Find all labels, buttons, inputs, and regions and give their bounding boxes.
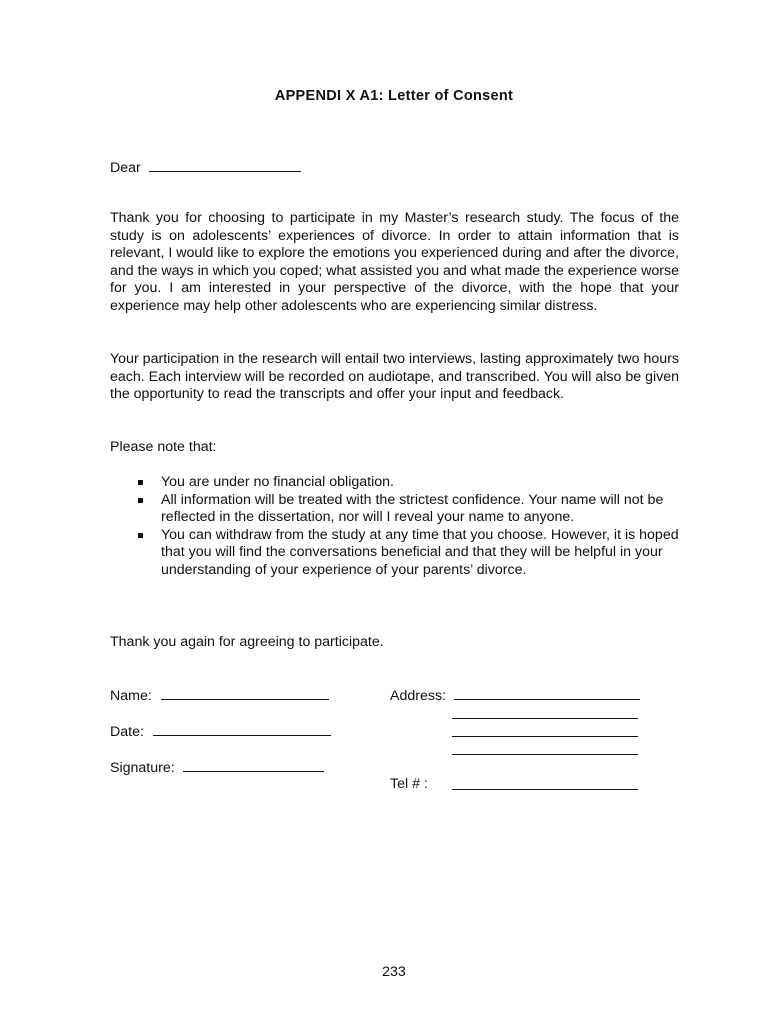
conditions-list (110, 474, 679, 580)
address-input-line-3[interactable] (452, 736, 638, 737)
bullet-square-icon (138, 498, 143, 503)
address-input-line-4[interactable] (452, 754, 638, 755)
date-input-line[interactable] (153, 722, 331, 736)
date-field (110, 722, 331, 740)
salutation (110, 158, 301, 176)
address-input-line-1[interactable] (454, 686, 640, 700)
paragraph-participation: Your participation in the research will entail two interviews, lasting approximately two hours each. Each interview will be recorded on audiotape, and transcribed. You will also be given the opportunity to read the transcripts and offer your input and feedback. (110, 351, 679, 403)
tel-input-line[interactable] (452, 789, 638, 790)
salutation-label: Dear (110, 160, 141, 176)
list-item-text: You can withdraw from the study at any time that you choose. However, it is hoped that you will find the conversations beneficial and that they will be helpful in your understanding of your experience of your parents’ divorce. (161, 526, 679, 578)
address-label: Address: (390, 688, 446, 704)
list-item-text: All information will be treated with the strictest confidence. Your name will not be reflected in the dissertation, nor will I reveal your name to anyone. (161, 491, 664, 526)
page-number: 233 (382, 964, 406, 980)
address-input-line-2[interactable] (452, 718, 638, 719)
list-item-text: You are under no financial obligation. (161, 474, 394, 490)
bullet-square-icon (138, 480, 143, 485)
name-input-line[interactable] (161, 686, 329, 700)
bullet-square-icon (138, 533, 143, 538)
name-label: Name: (110, 688, 152, 704)
list-item (110, 492, 679, 527)
signature-input-line[interactable] (183, 758, 324, 772)
name-field (110, 686, 329, 704)
recipient-name-line[interactable] (149, 158, 301, 172)
tel-label: Tel # : (390, 776, 428, 792)
signature-label: Signature: (110, 760, 175, 776)
tel-field (390, 776, 428, 792)
signature-field (110, 758, 324, 776)
list-item (110, 474, 679, 492)
closing-text: Thank you again for agreeing to participate. (110, 634, 384, 650)
paragraph-intro: Thank you for choosing to participate in my Master’s research study. The focus of the study is on adolescents’ experiences of divorce. In order to attain information that is relevant, I would like to explore the emotions you experienced during and after the divorce, and the ways in which you coped; what assisted you and what made the experience worse for you. I am interested in your perspective of the divorce, with the hope that your experience may help other adolescents who are experiencing similar distress. (110, 210, 679, 314)
date-label: Date: (110, 724, 144, 740)
page-title: APPENDI X A1: Letter of Consent (274, 88, 514, 104)
address-field (390, 686, 640, 704)
list-item (110, 527, 679, 580)
note-intro: Please note that: (110, 439, 217, 455)
